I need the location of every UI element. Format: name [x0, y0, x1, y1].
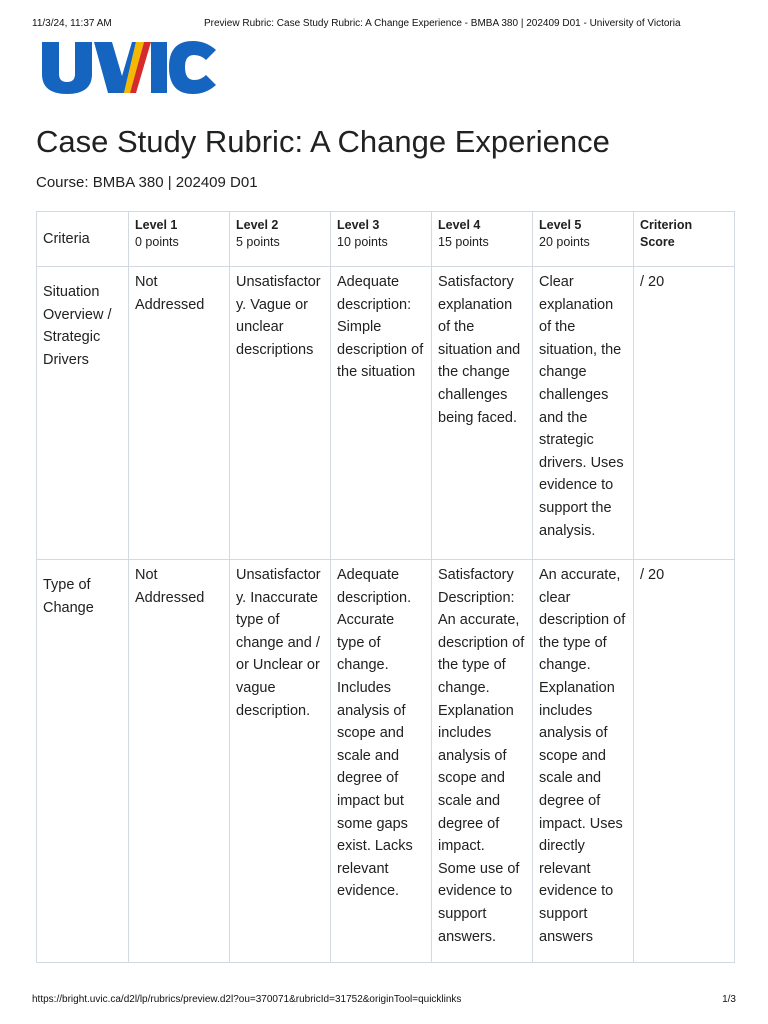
uvic-logo	[38, 36, 218, 98]
page-indicator: 1/3	[722, 994, 736, 1005]
level-2-header	[230, 212, 331, 267]
rubric-row-situation-overview	[37, 267, 735, 560]
rubric-row-type-of-change	[37, 560, 735, 963]
level-5-description: Clear explanation of the situation, the change challenges and the strategic drivers. Uses evidence to support the analysis.	[533, 267, 634, 560]
criterion-score: / 20	[634, 267, 735, 560]
print-header	[32, 18, 736, 32]
level-4-header	[432, 212, 533, 267]
page-title: Case Study Rubric: A Change Experience	[36, 124, 610, 159]
criteria-column-header: Criteria	[37, 212, 129, 267]
rubric-table	[36, 211, 735, 963]
level-name: Level 2	[236, 218, 279, 232]
course-label: Course: BMBA 380 | 202409 D01	[36, 174, 258, 191]
criterion-score-header: Criterion Score	[634, 212, 735, 267]
print-document-title: Preview Rubric: Case Study Rubric: A Change Experience - BMBA 380 | 202409 D01 - University of Victoria	[204, 18, 681, 29]
print-footer	[32, 994, 736, 1008]
level-4-description: Satisfactory Description: An accurate, description of the type of change. Explanation includes analysis of scope and scale and degree of impact. Some use of evidence to support answers.	[432, 560, 533, 963]
level-points: 15 points	[438, 235, 489, 249]
level-3-description: Adequate description: Simple description of the situation	[331, 267, 432, 560]
level-name: Level 4	[438, 218, 481, 232]
level-points: 20 points	[539, 235, 590, 249]
level-3-description: Adequate description. Accurate type of change. Includes analysis of scope and scale and degree of impact but some gaps exist. Lacks relevant evidence.	[331, 560, 432, 963]
level-1-description: Not Addressed	[129, 560, 230, 963]
level-2-description: Unsatisfactory. Vague or unclear descriptions	[230, 267, 331, 560]
page-url: https://bright.uvic.ca/d2l/lp/rubrics/preview.d2l?ou=370071&rubricId=31752&originTool=quicklinks	[32, 994, 462, 1005]
level-5-description: An accurate, clear description of the type of change. Explanation includes analysis of scope and scale and degree of impact. Uses directly relevant evidence to support answers	[533, 560, 634, 963]
rubric-header-row	[37, 212, 735, 267]
level-1-description: Not Addressed	[129, 267, 230, 560]
level-points: 10 points	[337, 235, 388, 249]
criterion-name: Type of Change	[37, 560, 129, 963]
level-2-description: Unsatisfactory. Inaccurate type of change and / or Unclear or vague description.	[230, 560, 331, 963]
level-3-header	[331, 212, 432, 267]
level-1-header	[129, 212, 230, 267]
level-name: Level 1	[135, 218, 178, 232]
level-name: Level 3	[337, 218, 380, 232]
level-name: Level 5	[539, 218, 582, 232]
level-points: 0 points	[135, 235, 179, 249]
print-datetime: 11/3/24, 11:37 AM	[32, 18, 112, 29]
criterion-name: Situation Overview / Strategic Drivers	[37, 267, 129, 560]
level-points: 5 points	[236, 235, 280, 249]
criterion-score: / 20	[634, 560, 735, 963]
level-5-header	[533, 212, 634, 267]
level-4-description: Satisfactory explanation of the situation and the change challenges being faced.	[432, 267, 533, 560]
